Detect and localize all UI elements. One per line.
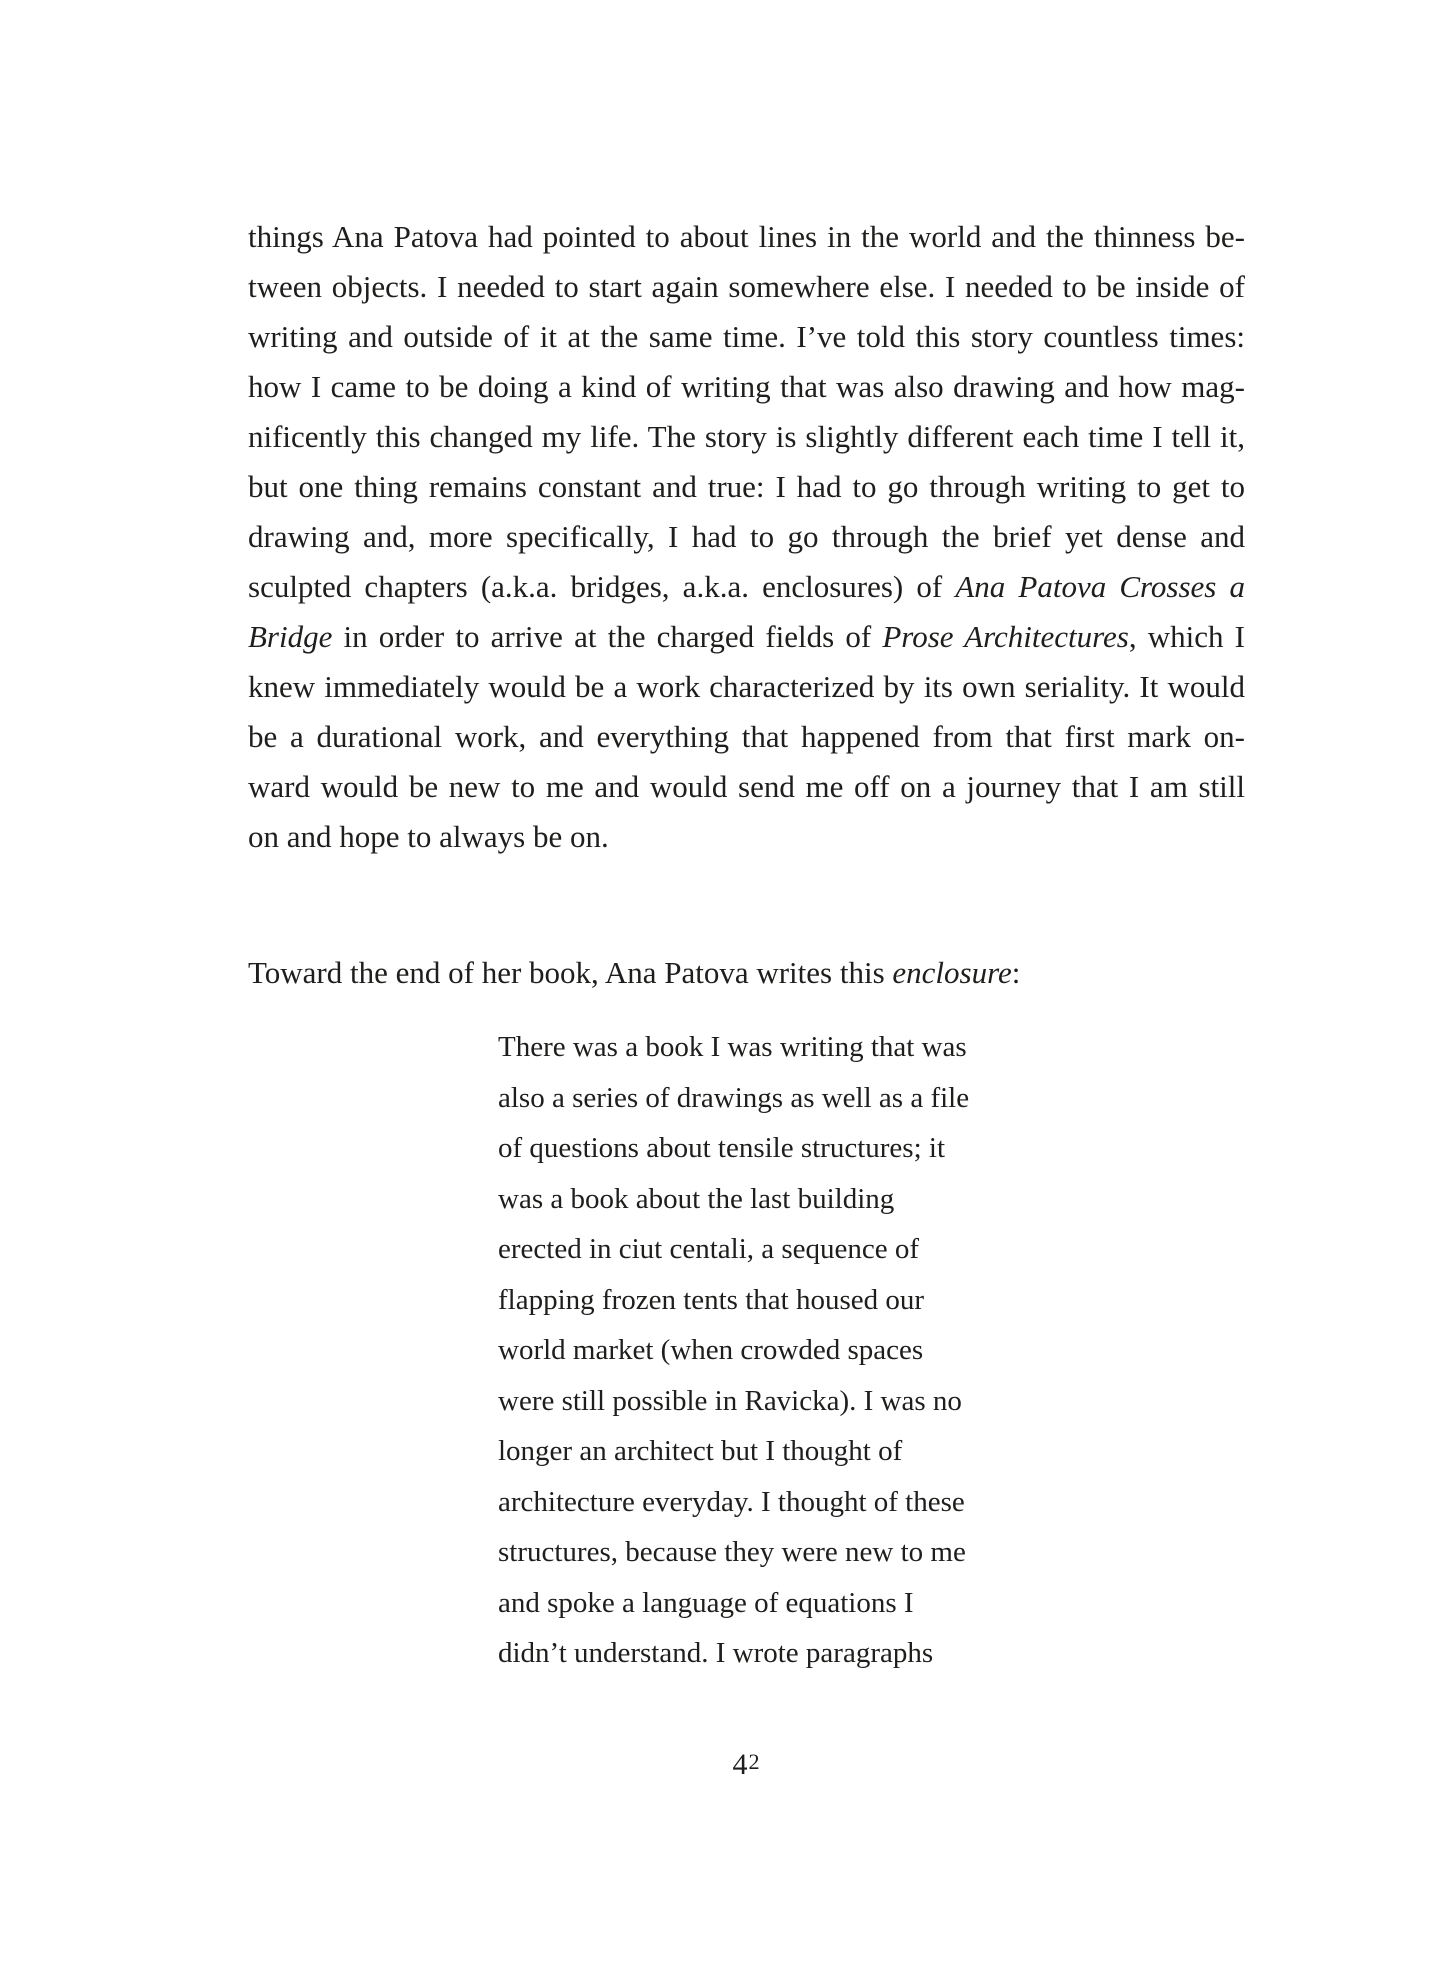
text-line [248,312,1245,362]
text-line [248,762,1245,812]
text-line [248,262,1245,312]
text-line [498,1325,969,1376]
text-segment: flapping frozen tents that housed our [498,1283,925,1316]
text-line [248,412,1245,462]
text-segment: nificently this changed my life. The story is slightly different each time I tell it, [248,419,1245,454]
text-line [498,1578,969,1629]
page-number [248,1737,1245,1790]
text-line [248,812,1245,862]
text-segment: were still possible in Ravicka). I was no [498,1384,962,1417]
text-line [498,1477,969,1528]
text-segment: be a durational work, and everything that happened from that first mark on- [248,719,1245,754]
text-segment: writing and outside of it at the same time. I’ve told this story countless times: [248,319,1245,354]
text-line [248,612,1245,662]
text-segment: : [1011,955,1021,990]
text-line [498,1073,969,1124]
text-segment: was a book about the last building [498,1182,895,1215]
text-line [498,1628,969,1679]
page-number-digit: 2 [748,1749,761,1774]
text-line [498,1527,969,1578]
text-line [498,1224,969,1275]
main-paragraph [248,212,1245,862]
italic-text: Prose Architectures [882,619,1129,654]
text-segment: tween objects. I needed to start again somewhere else. I needed to be inside of [248,269,1245,304]
text-segment: architecture everyday. I thought of these [498,1485,965,1518]
text-line [248,212,1245,262]
text-line [498,1022,969,1073]
text-line [248,948,1020,998]
text-segment: on and hope to always be on. [248,819,609,854]
italic-text: Bridge [248,619,333,654]
text-line [248,362,1245,412]
text-segment: structures, because they were new to me [498,1536,966,1568]
text-segment: knew immediately would be a work characterized by its own seriality. It would [248,669,1245,704]
text-segment: in order to arrive at the charged fields of [332,619,883,654]
text-line [498,1275,969,1326]
text-line [498,1174,969,1225]
text-segment: sculpted chapters (a.k.a. bridges, a.k.a. enclosures) of [248,569,956,604]
text-line [248,712,1245,762]
italic-text: enclosure [892,955,1012,990]
text-segment: , which I [1128,619,1245,654]
text-line [248,562,1245,612]
block-quote [498,1022,969,1679]
text-segment: There was a book I was writing that was [498,1031,967,1063]
italic-text: Ana Patova Crosses a [955,569,1245,604]
text-segment: longer an architect but I thought of [498,1435,903,1467]
text-segment: how I came to be doing a kind of writing that was also drawing and how mag- [248,369,1245,404]
text-segment: ward would be new to me and would send me off on a journey that I am still [248,769,1245,804]
text-line [248,512,1245,562]
text-segment: also a series of drawings as well as a file [498,1081,970,1114]
text-segment: Toward the end of her book, Ana Patova writes this [248,955,893,990]
text-line [248,662,1245,712]
text-segment: but one thing remains constant and true: I had to go through writing to get to [248,469,1245,504]
text-segment: erected in ciut centali, a sequence of [498,1233,920,1265]
text-line [498,1376,969,1427]
text-line [248,462,1245,512]
text-segment: and spoke a language of equations I [498,1586,914,1619]
text-line [498,1426,969,1477]
text-segment: things Ana Patova had pointed to about lines in the world and the thinness be- [248,219,1245,254]
text-segment: didn’t understand. I wrote paragraphs [498,1637,934,1669]
text-segment: of questions about tensile structures; it [498,1132,946,1164]
page-number-digit: 4 [732,1747,749,1781]
intro-line [248,948,1020,998]
text-segment: drawing and, more specifically, I had to go through the brief yet dense and [248,519,1245,554]
text-line [498,1123,969,1174]
text-segment: world market (when crowded spaces [498,1334,924,1366]
